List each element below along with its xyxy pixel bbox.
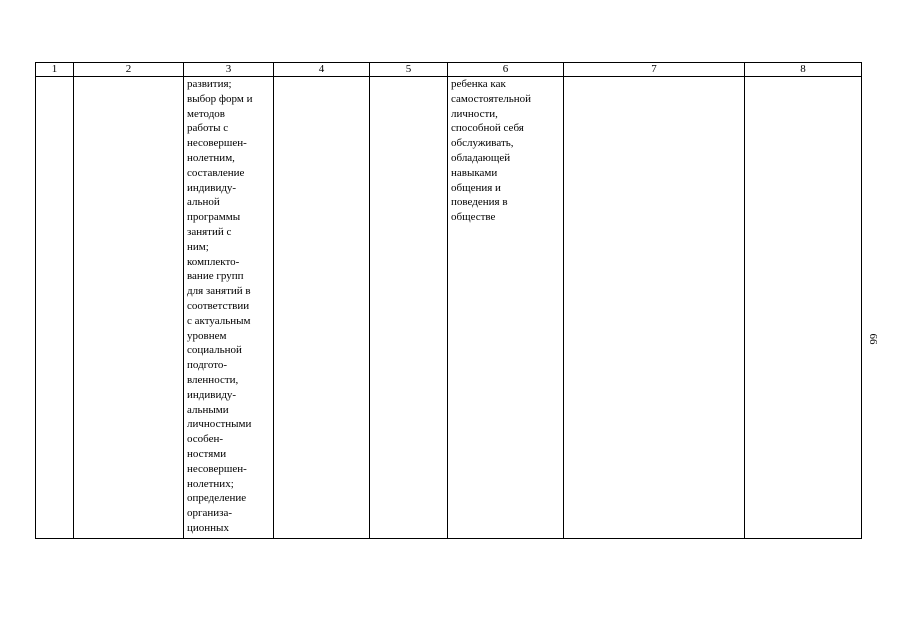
cell-text-6: ребенка как самостоятельной личности, способной себя обслуживать, обладающей навыками общения и поведения в обществе (451, 78, 531, 224)
table-row (36, 77, 862, 539)
cell-text-3: развития; выбор форм и методов работы с несовершен- нолетним, составление индивиду- альной программы занятий с ним; комплекто- вание групп для занятий в соответствии с актуальным уровнем социальной подгото- вленности, индивиду- альными личностными особен- ностями несовершен- нолетних; определение организа- ционных (187, 78, 253, 534)
table-cell-8 (745, 77, 862, 539)
column-header-2: 2 (74, 63, 184, 77)
column-header-5: 5 (370, 63, 448, 77)
table-cell-5 (370, 77, 448, 539)
page-number: 66 (867, 333, 879, 345)
table-cell-4 (274, 77, 370, 539)
table-cell-7 (564, 77, 745, 539)
column-header-1: 1 (36, 63, 74, 77)
column-header-3: 3 (184, 63, 274, 77)
table-cell-3 (184, 77, 274, 539)
column-header-6: 6 (448, 63, 564, 77)
header-row (36, 63, 862, 77)
table-cell-1 (36, 77, 74, 539)
column-header-4: 4 (274, 63, 370, 77)
table-cell-6 (448, 77, 564, 539)
column-header-7: 7 (564, 63, 745, 77)
table-cell-2 (74, 77, 184, 539)
document-table (35, 62, 862, 539)
column-header-8: 8 (745, 63, 862, 77)
